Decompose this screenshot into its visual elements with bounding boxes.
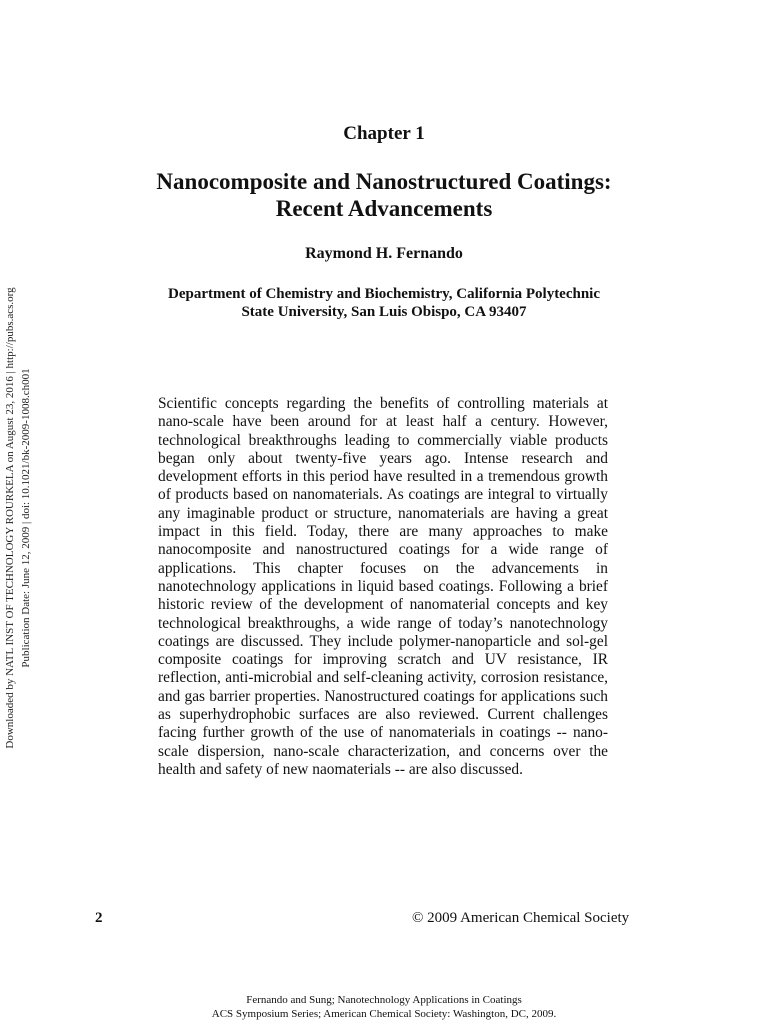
copyright-notice: © 2009 American Chemical Society <box>412 910 630 926</box>
chapter-title-line2: Recent Advancements <box>275 196 493 221</box>
chapter-title-line1: Nanocomposite and Nanostructured Coatings: <box>156 169 612 194</box>
download-info-line: Downloaded by NATL INST OF TECHNOLOGY ROURKELA on August 23, 2016 | http://pubs.acs.org <box>4 287 16 749</box>
chapter-label: Chapter 1 <box>343 123 425 144</box>
author-name: Raymond H. Fernando <box>305 245 463 262</box>
author-affiliation <box>0 285 768 321</box>
page-number: 2 <box>95 910 103 926</box>
download-watermark <box>2 228 34 808</box>
affiliation-line1: Department of Chemistry and Biochemistry, California Polytechnic <box>167 286 601 302</box>
citation-footer <box>0 993 768 1021</box>
citation-footer-line2: ACS Symposium Series; American Chemical Society: Washington, DC, 2009. <box>211 1008 557 1020</box>
chapter-title <box>0 168 768 222</box>
abstract-paragraph: Scientific concepts regarding the benefits of controlling materials at nano-scale have been around for at least half a century. However, technological breakthroughs leading to commercially viable products began only about twenty-five years ago. Intense research and development efforts in this period have resulted in a tremendous growth of products based on nanomaterials. As coatings are integral to virtually any imaginable product or structure, nanomaterials are having a great impact in this field. Today, there are many approaches to make nanocomposite and nanostructured coatings for a wide range of applications. This chapter focuses on the advancements in nanotechnology applications in liquid based coatings. Following a brief historic review of the development of nanomaterial concepts and key technological breakthroughs, a wide range of today’s nanotechnology coatings are discussed. They include polymer-nanoparticle and sol-gel composite coatings for improving scratch and UV resistance, IR reflection, anti-microbial and self-cleaning activity, corrosion resistance, and gas barrier properties. Nanostructured coatings for applications such as superhydrophobic surfaces are also reviewed. Current challenges facing further growth of the use of nanomaterials in coatings -- nano-scale dispersion, nano-scale characterization, and concerns over the health and safety of new naomaterials -- are also discussed. <box>158 395 608 778</box>
publication-info-line: Publication Date: June 12, 2009 | doi: 10.1021/bk-2009-1008.ch001 <box>20 368 32 668</box>
affiliation-line2: State University, San Luis Obispo, CA 93407 <box>241 304 527 320</box>
citation-footer-line1: Fernando and Sung; Nanotechnology Applications in Coatings <box>246 994 522 1006</box>
